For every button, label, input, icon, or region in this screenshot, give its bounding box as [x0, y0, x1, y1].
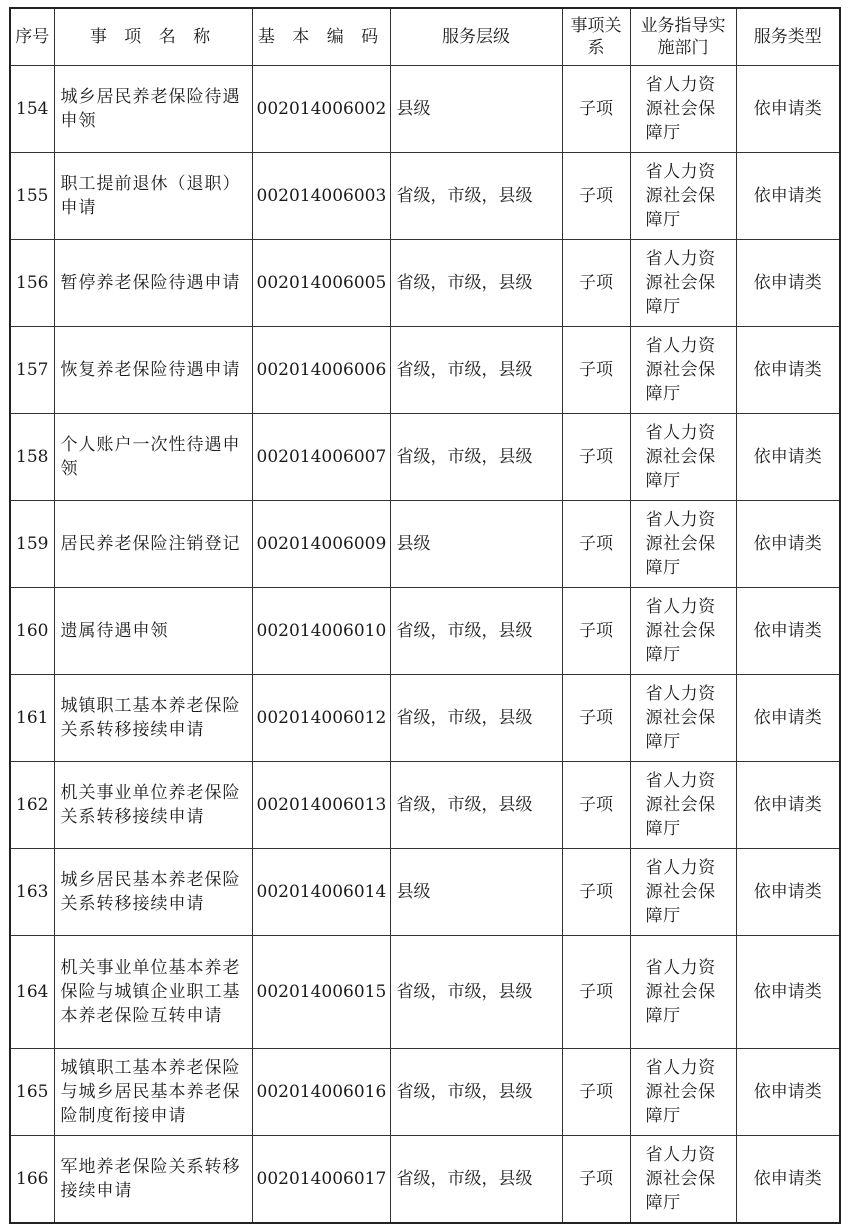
row-type: 依申请类: [736, 501, 840, 588]
row-seq: 154: [10, 66, 54, 153]
row-dept: [630, 588, 736, 675]
row-dept: [630, 240, 736, 327]
row-code: 002014006013: [252, 762, 390, 849]
row-level: 省级，市级，县级: [390, 675, 562, 762]
row-level: 省级，市级，县级: [390, 327, 562, 414]
header-dept: 业务指导实施部门: [630, 8, 736, 66]
row-dept-text: 省人力资源社会保障厅: [645, 162, 716, 230]
table-row: [10, 414, 840, 501]
row-dept-text: 省人力资源社会保障厅: [645, 423, 716, 491]
row-dept: [630, 153, 736, 240]
table-row: [10, 327, 840, 414]
row-dept: [630, 1136, 736, 1224]
row-relation: 子项: [562, 588, 630, 675]
header-level: 服务层级: [390, 8, 562, 66]
row-code: 002014006014: [252, 849, 390, 936]
table-row: [10, 66, 840, 153]
row-type: 依申请类: [736, 936, 840, 1049]
row-level: 县级: [390, 501, 562, 588]
service-items-table: [9, 7, 841, 1224]
table-row: [10, 849, 840, 936]
row-seq: 158: [10, 414, 54, 501]
row-type: 依申请类: [736, 675, 840, 762]
row-seq: 160: [10, 588, 54, 675]
row-dept-text: 省人力资源社会保障厅: [645, 858, 716, 926]
table-row: [10, 153, 840, 240]
row-dept: [630, 414, 736, 501]
row-dept-text: 省人力资源社会保障厅: [645, 684, 716, 752]
table-row: [10, 936, 840, 1049]
row-relation: 子项: [562, 327, 630, 414]
header-code: 基 本 编 码: [252, 8, 390, 66]
table-row: [10, 1136, 840, 1224]
header-type: 服务类型: [736, 8, 840, 66]
row-dept: [630, 66, 736, 153]
row-name: 城乡居民养老保险待遇申领: [54, 66, 252, 153]
row-name: 个人账户一次性待遇申领: [54, 414, 252, 501]
row-dept-text: 省人力资源社会保障厅: [645, 1058, 716, 1126]
row-relation: 子项: [562, 501, 630, 588]
row-level: 县级: [390, 849, 562, 936]
row-seq: 165: [10, 1049, 54, 1136]
row-type: 依申请类: [736, 849, 840, 936]
row-code: 002014006002: [252, 66, 390, 153]
row-type: 依申请类: [736, 588, 840, 675]
row-type: 依申请类: [736, 153, 840, 240]
row-seq: 164: [10, 936, 54, 1049]
row-seq: 159: [10, 501, 54, 588]
row-dept: [630, 501, 736, 588]
header-name: 事 项 名 称: [54, 8, 252, 66]
table-row: [10, 588, 840, 675]
row-dept: [630, 936, 736, 1049]
row-relation: 子项: [562, 675, 630, 762]
row-type: 依申请类: [736, 762, 840, 849]
row-seq: 163: [10, 849, 54, 936]
row-dept-text: 省人力资源社会保障厅: [645, 510, 716, 578]
table-header-row: [10, 8, 840, 66]
row-name: 职工提前退休（退职）申请: [54, 153, 252, 240]
table-row: [10, 1049, 840, 1136]
row-name: 遗属待遇申领: [54, 588, 252, 675]
row-relation: 子项: [562, 1136, 630, 1224]
row-relation: 子项: [562, 849, 630, 936]
row-name: 军地养老保险关系转移接续申请: [54, 1136, 252, 1224]
row-level: 省级，市级，县级: [390, 240, 562, 327]
row-code: 002014006007: [252, 414, 390, 501]
row-dept-text: 省人力资源社会保障厅: [645, 336, 716, 404]
row-dept: [630, 762, 736, 849]
row-dept-text: 省人力资源社会保障厅: [645, 597, 716, 665]
row-code: 002014006010: [252, 588, 390, 675]
row-relation: 子项: [562, 66, 630, 153]
row-relation: 子项: [562, 762, 630, 849]
row-name: 居民养老保险注销登记: [54, 501, 252, 588]
row-seq: 156: [10, 240, 54, 327]
row-name: 城镇职工基本养老保险关系转移接续申请: [54, 675, 252, 762]
row-dept-text: 省人力资源社会保障厅: [645, 249, 716, 317]
row-code: 002014006012: [252, 675, 390, 762]
row-seq: 166: [10, 1136, 54, 1224]
row-type: 依申请类: [736, 414, 840, 501]
table-body: [10, 66, 840, 1224]
row-seq: 155: [10, 153, 54, 240]
row-level: 省级，市级，县级: [390, 588, 562, 675]
header-seq: 序号: [10, 8, 54, 66]
row-code: 002014006006: [252, 327, 390, 414]
row-relation: 子项: [562, 1049, 630, 1136]
row-level: 省级，市级，县级: [390, 153, 562, 240]
row-name: 恢复养老保险待遇申请: [54, 327, 252, 414]
row-level: 省级，市级，县级: [390, 762, 562, 849]
row-type: 依申请类: [736, 1136, 840, 1224]
table-row: [10, 762, 840, 849]
row-dept-text: 省人力资源社会保障厅: [645, 1145, 716, 1213]
row-dept-text: 省人力资源社会保障厅: [645, 958, 716, 1026]
row-seq: 162: [10, 762, 54, 849]
row-level: 省级，市级，县级: [390, 414, 562, 501]
row-code: 002014006017: [252, 1136, 390, 1224]
row-level: 省级，市级，县级: [390, 1049, 562, 1136]
row-type: 依申请类: [736, 1049, 840, 1136]
row-level: 省级，市级，县级: [390, 936, 562, 1049]
table-row: [10, 240, 840, 327]
row-relation: 子项: [562, 414, 630, 501]
row-name: 城镇职工基本养老保险与城乡居民基本养老保险制度衔接申请: [54, 1049, 252, 1136]
row-name: 暂停养老保险待遇申请: [54, 240, 252, 327]
row-code: 002014006003: [252, 153, 390, 240]
row-type: 依申请类: [736, 66, 840, 153]
row-code: 002014006009: [252, 501, 390, 588]
table-row: [10, 501, 840, 588]
row-level: 县级: [390, 66, 562, 153]
row-code: 002014006015: [252, 936, 390, 1049]
row-level: 省级，市级，县级: [390, 1136, 562, 1224]
table-row: [10, 675, 840, 762]
row-relation: 子项: [562, 240, 630, 327]
document-page: [9, 7, 839, 1217]
row-seq: 161: [10, 675, 54, 762]
row-dept: [630, 327, 736, 414]
row-relation: 子项: [562, 936, 630, 1049]
row-type: 依申请类: [736, 327, 840, 414]
row-name: 城乡居民基本养老保险关系转移接续申请: [54, 849, 252, 936]
header-relation: 事项关系: [562, 8, 630, 66]
row-type: 依申请类: [736, 240, 840, 327]
row-dept-text: 省人力资源社会保障厅: [645, 75, 716, 143]
row-dept-text: 省人力资源社会保障厅: [645, 771, 716, 839]
row-code: 002014006016: [252, 1049, 390, 1136]
row-dept: [630, 675, 736, 762]
row-dept: [630, 849, 736, 936]
row-relation: 子项: [562, 153, 630, 240]
row-name: 机关事业单位养老保险关系转移接续申请: [54, 762, 252, 849]
row-dept: [630, 1049, 736, 1136]
row-code: 002014006005: [252, 240, 390, 327]
row-seq: 157: [10, 327, 54, 414]
row-name: 机关事业单位基本养老保险与城镇企业职工基本养老保险互转申请: [54, 936, 252, 1049]
